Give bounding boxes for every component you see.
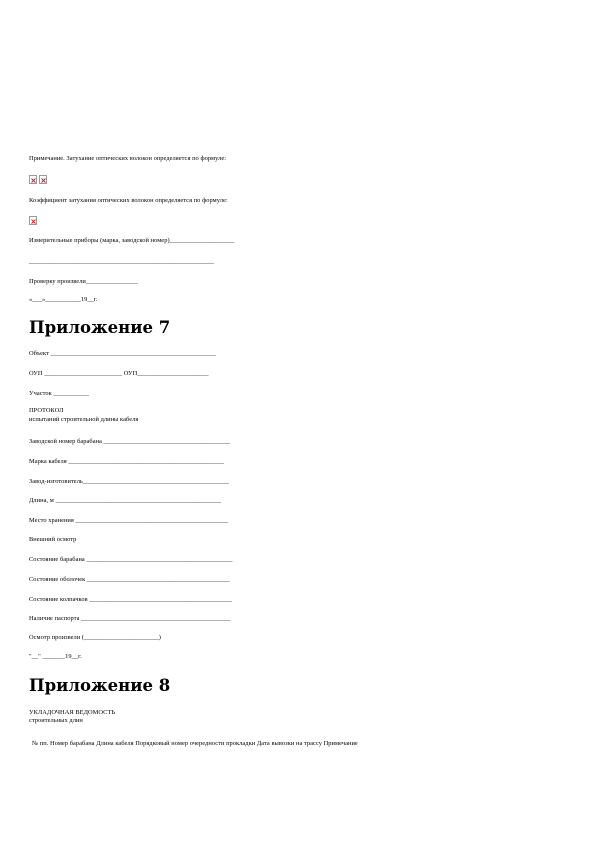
broken-image-icon bbox=[29, 216, 37, 225]
length-line: Длина, м ___________________________________________________ bbox=[29, 497, 222, 504]
external-inspection-label: Внешний осмотр bbox=[29, 536, 77, 543]
instruments-line: Измерительные приборы (марка, заводской номер)____________________ bbox=[29, 237, 235, 244]
storage-place-line: Место хранения _______________________________________________ bbox=[29, 517, 229, 524]
table-header: № пп. Номер барабана Длина кабеля Порядковый номер очередности прокладки Дата вывозки на трассу Примечание bbox=[32, 740, 358, 747]
date-line: "__" _______19__г. bbox=[29, 653, 82, 660]
broken-image-icon bbox=[29, 175, 37, 184]
attenuation-note: Примечание. Затухание оптических волокон определяется по формуле: bbox=[29, 155, 227, 162]
manufacturer-line: Завод-изготовитель_____________________________________________ bbox=[29, 478, 229, 485]
drum-condition-line: Состояние барабана _____________________________________________ bbox=[29, 556, 233, 563]
appendix-7-heading: Приложение 7 bbox=[29, 318, 171, 337]
protocol-subtitle: испытаний строительной длины кабеля bbox=[29, 416, 139, 423]
coefficient-note: Коэффициент затухания оптических волокон определяется по формуле: bbox=[29, 197, 228, 204]
sheath-condition-line: Состояние оболочек ____________________________________________ bbox=[29, 576, 230, 583]
broken-image-icon bbox=[39, 175, 47, 184]
cable-brand-line: Марка кабеля ________________________________________________ bbox=[29, 458, 225, 465]
drum-number-line: Заводской номер барабана _______________________________________ bbox=[29, 438, 231, 445]
inspection-by-line: Осмотр произвели (_______________________) bbox=[29, 634, 161, 641]
appendix-8-heading: Приложение 8 bbox=[29, 676, 171, 695]
date-line: «___»___________19__г. bbox=[29, 296, 98, 303]
protocol-title: ПРОТОКОЛ bbox=[29, 407, 64, 414]
passport-line: Наличие паспорта ______________________________________________ bbox=[29, 615, 231, 622]
section-line: Участок ___________ bbox=[29, 390, 90, 397]
check-by-line: Проверку произвели________________ bbox=[29, 278, 138, 285]
statement-title: УКЛАДОЧНАЯ ВЕДОМОСТЬ bbox=[29, 709, 116, 716]
object-line: Объект ___________________________________________________ bbox=[29, 350, 217, 357]
caps-condition-line: Состояние колпачков ____________________________________________ bbox=[29, 596, 233, 603]
blank-line: _________________________________________________________ bbox=[29, 258, 214, 265]
statement-subtitle: строительных длин bbox=[29, 717, 83, 724]
oup-line: ОУП ________________________ ОУП______________________ bbox=[29, 370, 209, 377]
